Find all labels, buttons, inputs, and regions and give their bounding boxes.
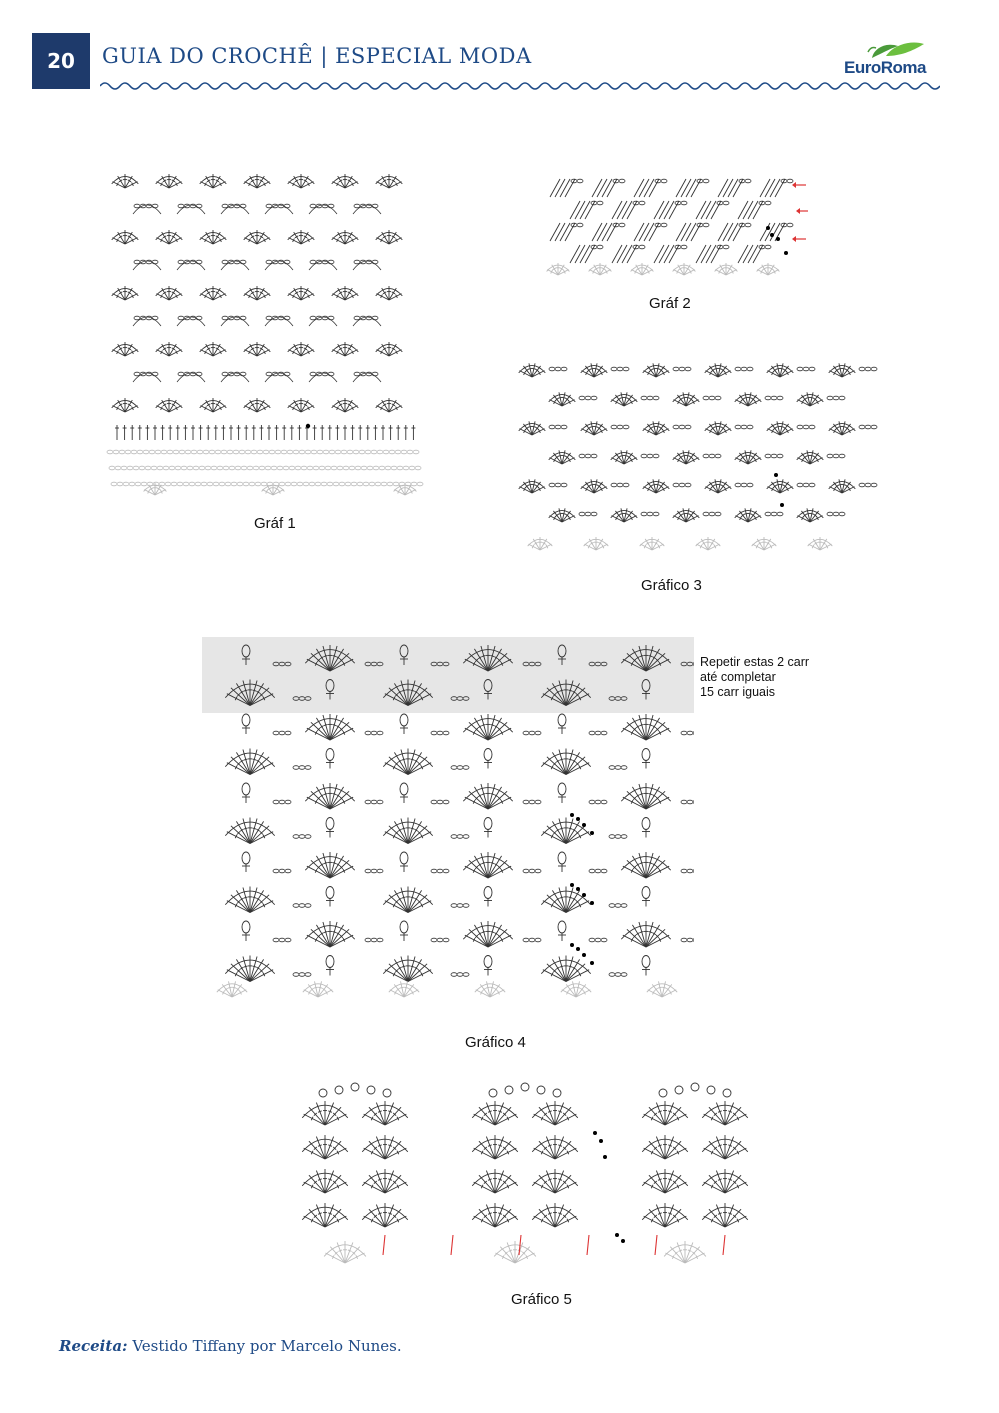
crochet-chart-4	[202, 637, 694, 1007]
leaf-icon	[864, 40, 928, 60]
repeat-note	[700, 655, 840, 700]
crochet-chart-3	[510, 345, 878, 565]
header-title: GUIA DO CROCHÊ | ESPECIAL MODA	[102, 44, 532, 68]
euroroma-logo	[838, 40, 942, 80]
repeat-note-line-2: até completar	[700, 670, 776, 684]
header-wave-divider	[100, 78, 940, 94]
chart-5-caption: Gráfico 5	[511, 1291, 572, 1308]
brand-wordmark: EuroRoma	[844, 58, 926, 77]
chart-1-caption: Gráf 1	[254, 515, 296, 532]
crochet-chart-2	[538, 165, 808, 290]
recipe-credit	[59, 1337, 402, 1355]
chart-4-caption: Gráfico 4	[465, 1034, 526, 1051]
recipe-text: Vestido Tiffany por Marcelo Nunes.	[127, 1337, 402, 1355]
page-number-badge	[32, 33, 90, 89]
repeat-note-line-1: Repetir estas 2 carr	[700, 655, 810, 669]
crochet-chart-5	[255, 1075, 785, 1270]
repeat-note-line-3: 15 carr iguais	[700, 685, 776, 699]
crochet-chart-1	[105, 160, 425, 505]
chart-3-caption: Gráfico 3	[641, 577, 702, 594]
recipe-label: Receita:	[59, 1337, 128, 1355]
page-number: 20	[47, 49, 75, 73]
chart-2-caption: Gráf 2	[649, 295, 691, 312]
